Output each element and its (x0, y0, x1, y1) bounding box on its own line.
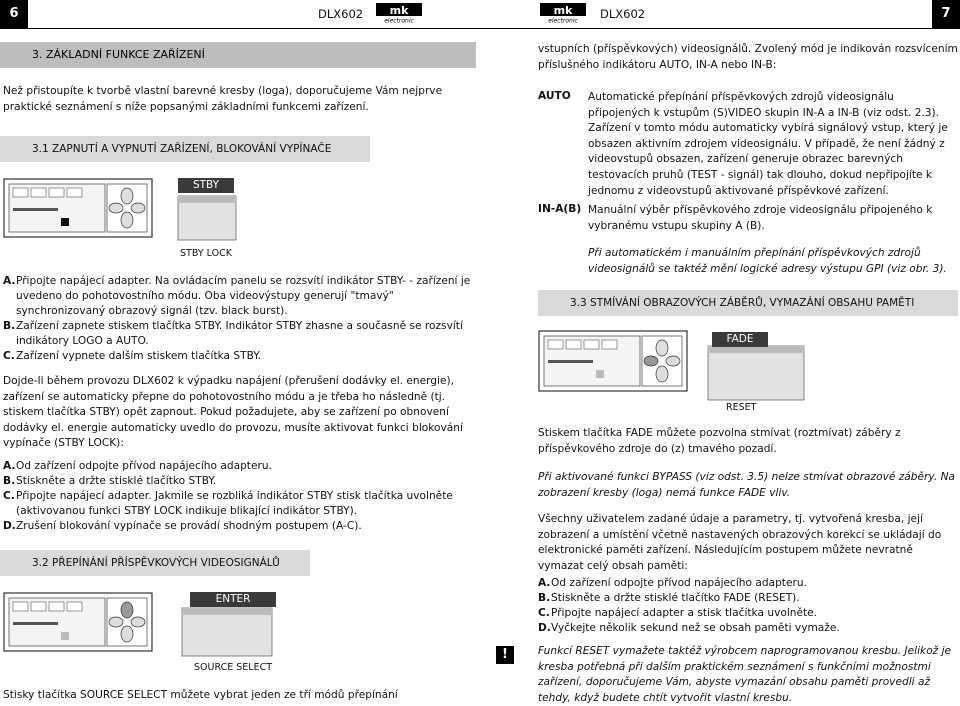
page-number: 7 (932, 0, 960, 28)
list-item: A. Od zařízení odpojte přívod napájecího adapteru. (3, 460, 272, 472)
power-failure-paragraph: Dojde-li během provozu DLX602 k výpadku napájení (přerušení dodávky el. energie), zařízení se automaticky přepne do pohotovostního módu a je třeba ho následně (tj. stiskem tlačítka STBY) opět zapnout. Pokud požadujete, aby se zařízení po obnovení dodávky el. energie automaticky uvedlo do provozu, musíte aktivovat funkci blokování vypínače (STBY LOCK): (3, 375, 463, 450)
list-item: B. Stiskněte a držte stisklé tlačítko FADE (RESET). (538, 592, 800, 604)
steps-list-stby (3, 274, 471, 364)
right-page (480, 0, 960, 705)
control-panel-icon (538, 330, 688, 392)
note-bypass: Při aktivované funkci BYPASS (viz odst. 3.5) nelze stmívat obrazové záběry. Na zobrazení kresby (loga) nemá funkce FADE vliv. (538, 471, 955, 499)
list-item: C. Připojte napájecí adapter. Jakmile se rozbliká indikátor STBY stisk tlačítka uvolněte (aktivovanou funkci STBY LOCK indikuje blikající indikátor STBY). (3, 490, 453, 517)
list-item: C. Připojte napájecí adapter a stisk tlačítka uvolněte. (538, 607, 818, 619)
left-page (0, 0, 480, 705)
reset-caption: RESET (726, 402, 757, 413)
stby-label: STBY (178, 178, 234, 193)
continued-paragraph: vstupních (příspěvkových) videosignálů. Zvolený mód je indikován rozsvícením příslušného indikátoru AUTO, IN-A nebo IN-B: (538, 43, 958, 71)
section-title: 3. ZÁKLADNÍ FUNKCE ZAŘÍZENÍ (0, 42, 476, 68)
warning-icon: ! (496, 646, 514, 664)
svg-text:mk: mk (389, 4, 409, 17)
list-item: D. Vyčkejte několik sekund než se obsah paměti vymaže. (538, 622, 840, 634)
term-in-a-b: IN-A(B) (538, 203, 582, 215)
list-item: A. Připojte napájecí adapter. Na ovládacím panelu se rozsvítí indikátor STBY- - zařízení je uvedeno do pohotovostního módu. Oba videovýstupy generují "tmavý" synchronizovaný obrazový signál (tzv. black burst). (3, 275, 471, 317)
steps-list-stby-lock (3, 459, 471, 534)
stby-lock-caption: STBY LOCK (180, 248, 232, 259)
subsection-3-2-title: 3.2 PŘEPÍNÁNÍ PŘÍSPĚVKOVÝCH VIDEOSIGNÁLŮ (0, 550, 310, 576)
definition-auto: Automatické přepínání příspěvkových zdrojů videosignálu připojených k vstupům (S)VIDEO skupin IN-A a IN-B (viz odst. 2.3). Zařízení v tomto módu automaticky vybírá signálový vstup, který je obsazen aktivním zdrojem videosignálu. V případě, že není žádný z videovstupů obsazen, zařízení generuje obrazec barevných testovacích pruhů (TEST - signál) tak dlouho, dokud nepřipojíte k jednomu z videovstupů aktivované příspěvkové zařízení. (588, 91, 948, 197)
page-number: 6 (0, 0, 28, 28)
right-page-header (480, 0, 960, 29)
steps-list-reset (538, 576, 958, 636)
svg-text:mk: mk (553, 4, 573, 17)
model-name: DLX602 (600, 7, 646, 21)
enter-label: ENTER (190, 592, 276, 607)
list-item: C. Zařízení vypnete dalším stiskem tlačítka STBY. (3, 350, 261, 362)
mk-electronic-logo (376, 3, 422, 23)
reset-paragraph: Všechny uživatelem zadané údaje a parametry, tj. vytvořená kresba, její zobrazení a umístění včetně nastavených obrazových korekcí se ukládají do elektronické paměti zařízení. Následujícím postupem můžete nevratně vymazat celý obsah paměti: (538, 513, 942, 572)
intro-paragraph: Než přistoupíte k tvorbě vlastní barevné kresby (loga), doporučujeme Vám nejprve praktické seznámení s níže popsanými základními funkcemi zařízení. (3, 85, 443, 113)
mk-electronic-logo (540, 3, 586, 23)
note-gpi: Při automatickém i manuálním přepínání příspěvkových zdrojů videosignálů se taktéž mění logické adresy výstupu GPI (viz obr. 3). (588, 247, 947, 275)
svg-text:electronic: electronic (384, 17, 414, 23)
list-item: B. Zařízení zapnete stiskem tlačítka STBY. Indikátor STBY zhasne a současně se rozsvítí indikátory LOGO a AUTO. (3, 320, 463, 347)
list-item: B. Stiskněte a držte stisklé tlačítko STBY. (3, 475, 217, 487)
subsection-3-3-title: 3.3 STMÍVÁNÍ OBRAZOVÝCH ZÁBĚRŮ, VYMAZÁNÍ OBSAHU PAMĚTI (538, 290, 958, 316)
bottom-paragraph: Stisky tlačítka SOURCE SELECT můžete vybrat jeden ze tří módů přepínání (3, 689, 398, 701)
svg-text:electronic: electronic (548, 17, 578, 23)
list-item: D. Zrušení blokování vypínače se provádí shodným postupem (A-C). (3, 520, 362, 532)
subsection-3-1-title: 3.1 ZAPNUTÍ A VYPNUTÍ ZAŘÍZENÍ, BLOKOVÁNÍ VYPÍNAČE (0, 136, 370, 162)
source-select-caption: SOURCE SELECT (194, 662, 273, 673)
definition-in-a-b: Manuální výběr příspěvkového zdroje videosignálu připojeného k vybranému vstupu skupiny A (B). (588, 204, 933, 232)
fade-paragraph: Stiskem tlačítka FADE můžete pozvolna stmívat (roztmívat) záběry z příspěvkového zdroje do (z) tmavého pozadí. (538, 427, 901, 455)
model-name: DLX602 (318, 7, 364, 21)
term-auto: AUTO (538, 90, 571, 102)
control-panel-icon (3, 592, 153, 652)
list-item: A. Od zařízení odpojte přívod napájecího adapteru. (538, 577, 807, 589)
left-page-header (0, 0, 480, 29)
warning-note: Funkcí RESET vymažete taktéž výrobcem naprogramovanou kresbu. Jelikož je kresba potřebná při dalším praktickém seznámení s funkčními možnostmi zařízení, doporučujeme Vám, abyste vymazání obsahu paměti provedli až tehdy, když budete chtít vytvořit vlastní kresbu. (538, 645, 952, 704)
control-panel-icon (3, 178, 153, 238)
fade-label: FADE (712, 332, 768, 347)
